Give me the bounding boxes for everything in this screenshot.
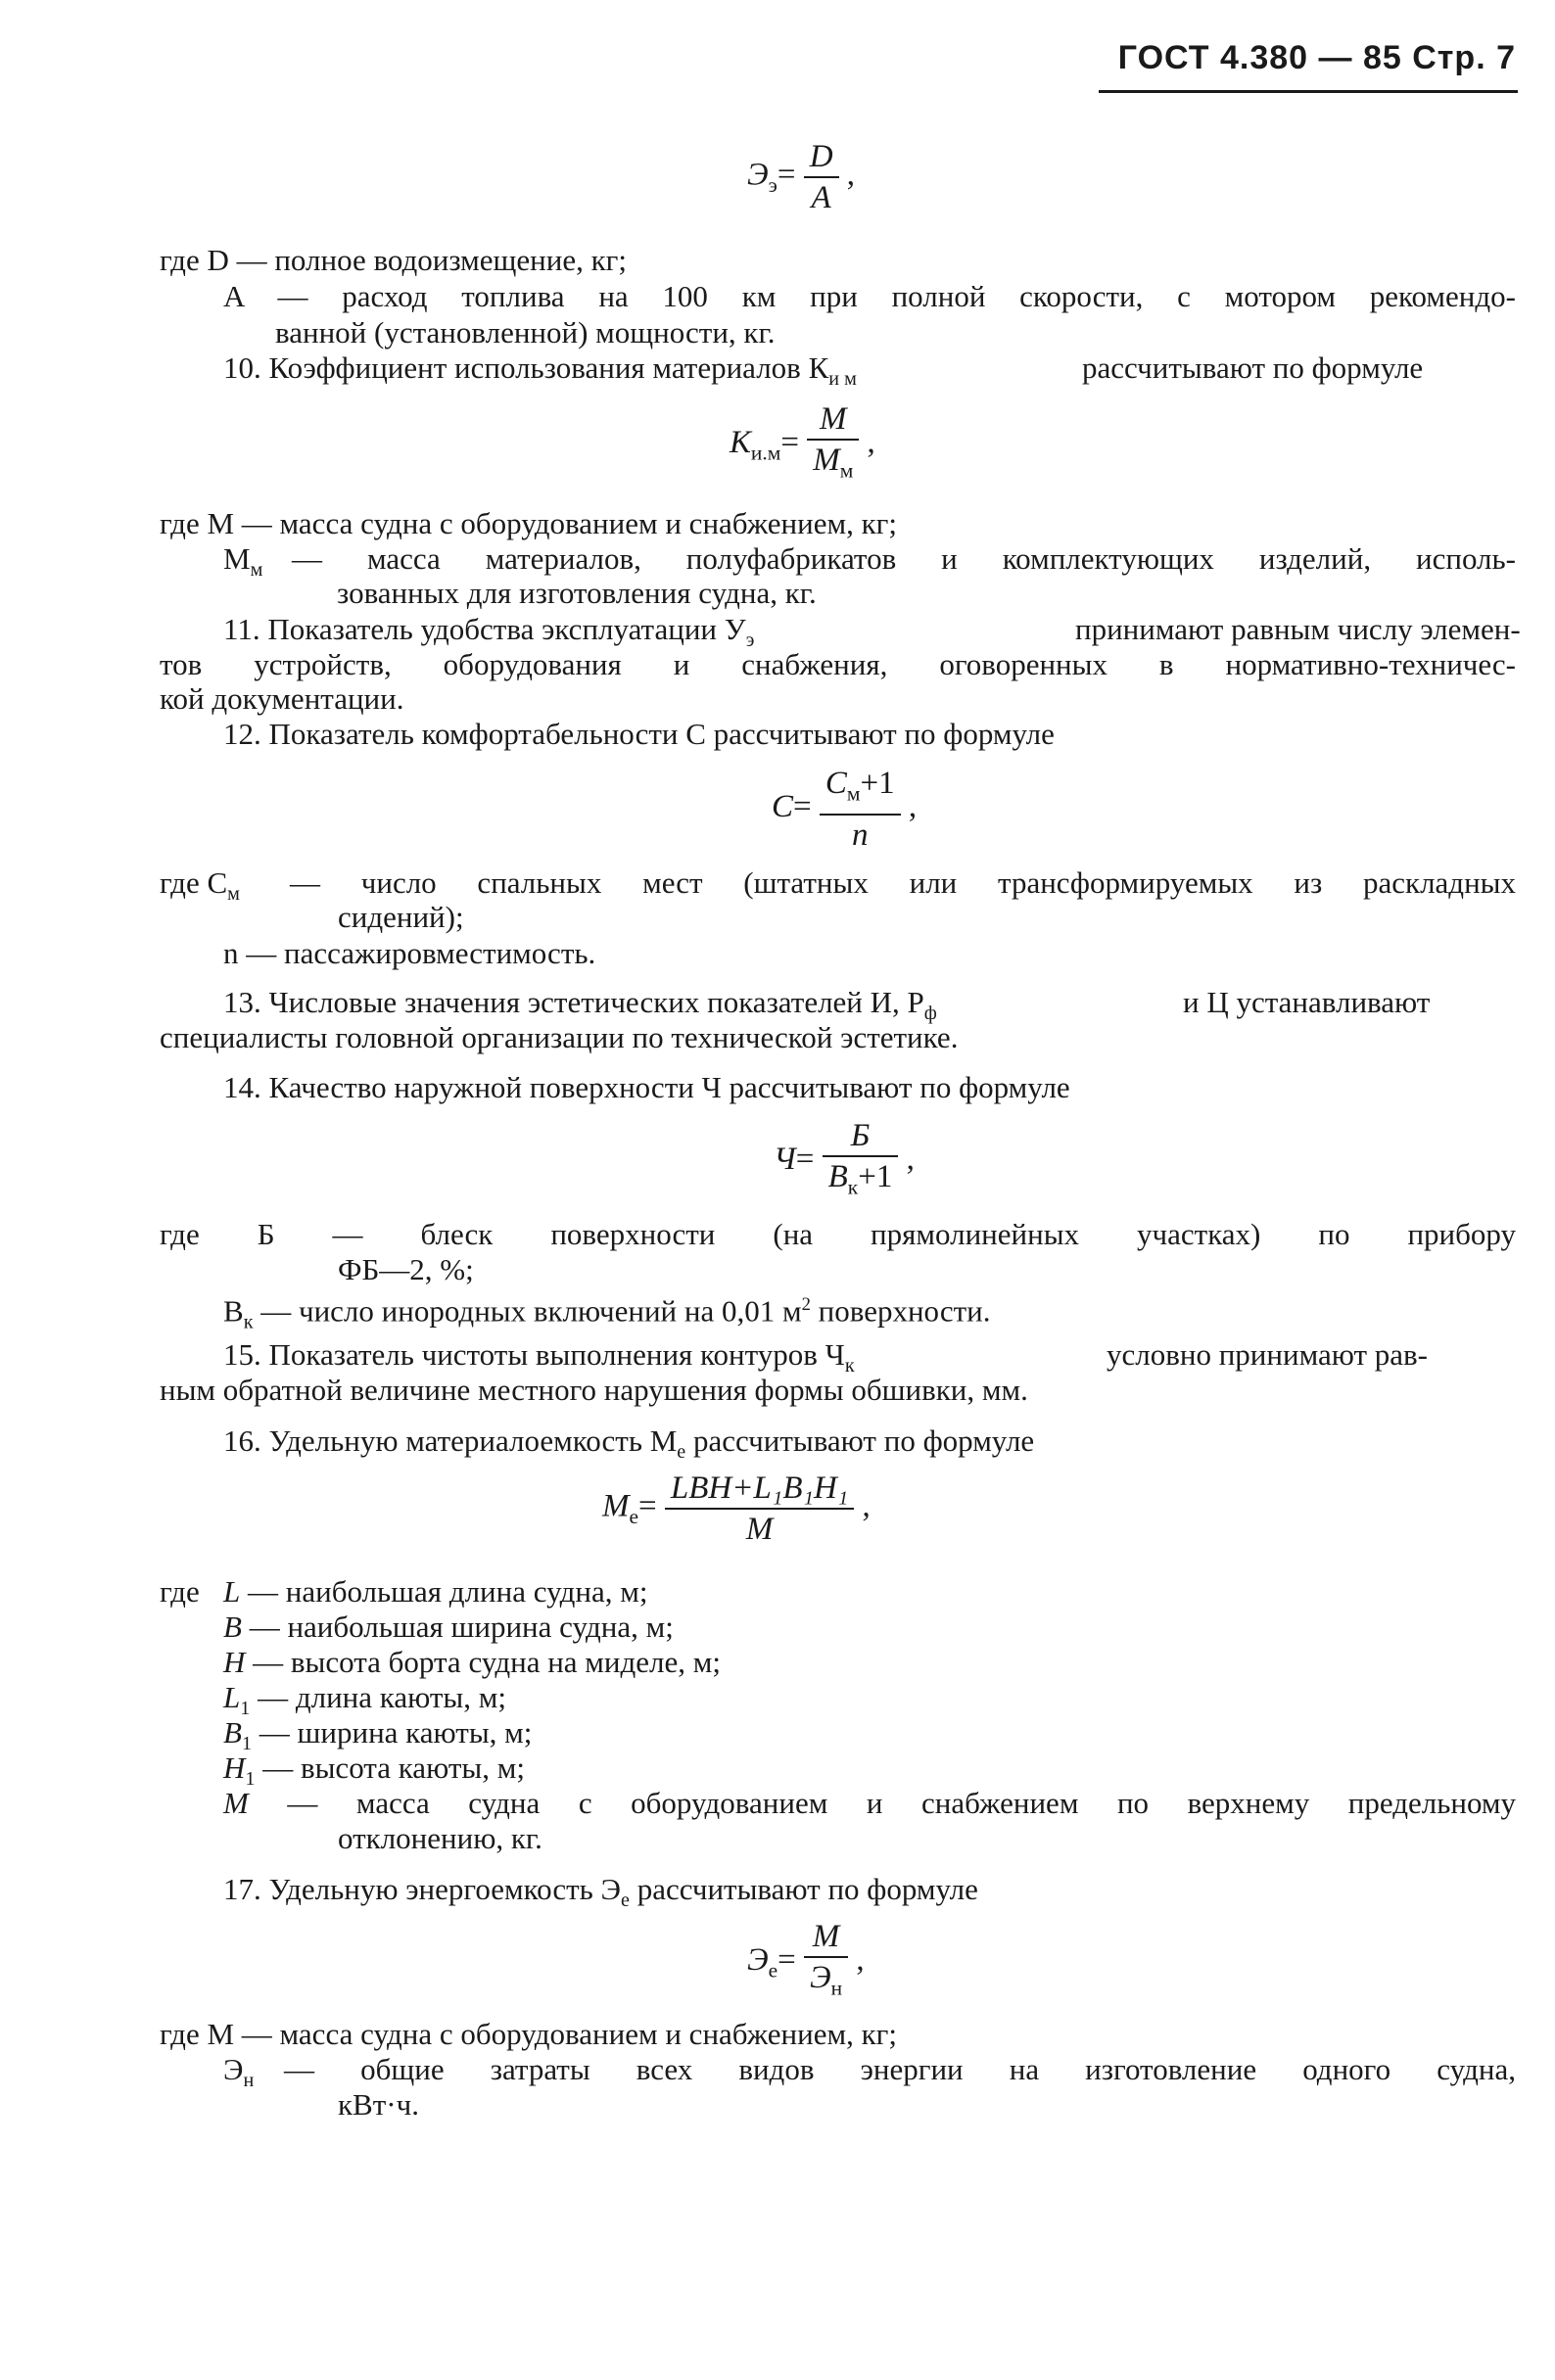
definition-En-symbol: $Э_н$ bbox=[223, 2052, 255, 2092]
definition-M: где М — масса судна с оборудованием и снабжением, кг; bbox=[160, 506, 898, 540]
definition-Mm-symbol: $М_м$ bbox=[223, 541, 263, 582]
definition-M-upper: M — масса судна с оборудованием и снабжением по верхнему предельному bbox=[223, 1786, 1517, 1820]
section-15-line2: ным обратной величине местного нарушения формы обшивки, мм. bbox=[160, 1373, 1028, 1407]
definition-Cm-cont: сидений); bbox=[338, 900, 464, 934]
section-11-line1-tail: принимают равным числу элемен- bbox=[1075, 612, 1521, 646]
definition-Cm: — число спальных мест (штатных или трансформируемых из раскладных bbox=[290, 865, 1516, 900]
section-17-text: 17. Удельную энергоемкость $Э_е$ рассчитывают по формуле bbox=[223, 1872, 978, 1912]
definition-Mm-cont: зованных для изготовления судна, кг. bbox=[337, 576, 817, 610]
definition-Bw: B — наибольшая ширина судна, м; bbox=[223, 1610, 674, 1644]
definition-L: L — наибольшая длина судна, м; bbox=[223, 1574, 648, 1609]
formula-surface-quality: Ч= $\frac{Б}{В_к+1}$ , bbox=[774, 1118, 915, 1199]
definition-Cm-symbol: где $С_м$ bbox=[160, 865, 240, 906]
definition-B: где Б — блеск поверхности (на прямолинейных участках) по прибору bbox=[160, 1217, 1516, 1251]
header-rule bbox=[1099, 90, 1518, 93]
definition-M-upper-cont: отклонению, кг. bbox=[338, 1821, 542, 1855]
formula-specific-energy: $Э_е=$ $\frac{М}{Э_н}$ , bbox=[747, 1919, 865, 2000]
section-14-text: 14. Качество наружной поверхности Ч рассчитывают по формуле bbox=[223, 1070, 1070, 1104]
definition-Bk: $В_к$ — число инородных включений на 0,01 $м^2$ поверхности. bbox=[223, 1293, 991, 1333]
definition-A-cont: ванной (установленной) мощности, кг. bbox=[275, 315, 776, 350]
definition-B1: $B_1$ — ширина каюты, м; bbox=[223, 1715, 533, 1755]
definition-En-cont: кВт·ч. bbox=[338, 2087, 419, 2122]
section-12-text: 12. Показатель комфортабельности С рассчитывают по формуле bbox=[223, 717, 1055, 751]
definition-n: n — пассажировместимость. bbox=[223, 936, 596, 970]
section-13-line1: 13. Числовые значения эстетических показателей И, $Р_ф$ bbox=[223, 985, 937, 1025]
section-13-line2: специалисты головной организации по технической эстетике. bbox=[160, 1020, 959, 1054]
definition-B-cont: ФБ—2, %; bbox=[338, 1252, 474, 1286]
definition-M-final: где М — масса судна с оборудованием и снабжением, кг; bbox=[160, 2017, 898, 2051]
definition-L1: $L_1$ — длина каюты, м; bbox=[223, 1680, 506, 1720]
definition-H: H — высота борта судна на миделе, м; bbox=[223, 1645, 722, 1679]
section-16-text: 16. Удельную материалоемкость $М_е$ рассчитывают по формуле bbox=[223, 1423, 1035, 1464]
formula-material-use: $К_{и.м}=$ $\frac{М}{М_м}$ , bbox=[730, 401, 875, 483]
where-label: где bbox=[160, 1574, 200, 1609]
section-10-text: 10. Коэффициент использования материалов $К_{и м}$ bbox=[223, 350, 857, 391]
definition-Mm: — масса материалов, полуфабрикатов и комплектующих изделий, исполь- bbox=[292, 541, 1516, 576]
section-11-line2: тов устройств, оборудования и снабжения, оговоренных в нормативно-техничес- bbox=[160, 647, 1516, 681]
definition-D: где D — полное водоизмещение, кг; bbox=[160, 243, 628, 277]
section-15-line1-tail: условно принимают рав- bbox=[1107, 1337, 1428, 1372]
section-13-line1-tail: и Ц устанавливают bbox=[1183, 985, 1431, 1019]
formula-specific-material: $М_е=$ $\frac{\text{LBH+L₁B₁H₁}}{M}$ , bbox=[602, 1470, 871, 1547]
section-11-line1: 11. Показатель удобства эксплуатации $У_э$ bbox=[223, 612, 755, 652]
page-header: ГОСТ 4.380 — 85 Стр. 7 bbox=[1117, 39, 1516, 76]
definition-En: — общие затраты всех видов энергии на изготовление одного судна, bbox=[284, 2052, 1516, 2086]
section-11-line3: кой документации. bbox=[160, 681, 404, 716]
definition-H1: $H_1$ — высота каюты, м; bbox=[223, 1750, 525, 1791]
formula-comfort: С= $\frac{С_м+1}{n}$ , bbox=[772, 766, 918, 853]
formula-energy-per-distance: $Э_э=$ $\frac{D}{A}$ , bbox=[747, 139, 856, 215]
section-15-line1: 15. Показатель чистоты выполнения контуров $Ч_к$ bbox=[223, 1337, 855, 1377]
definition-A: A — расход топлива на 100 км при полной скорости, с мотором рекомендо- bbox=[223, 279, 1516, 313]
section-10-tail: рассчитывают по формуле bbox=[1082, 350, 1424, 385]
